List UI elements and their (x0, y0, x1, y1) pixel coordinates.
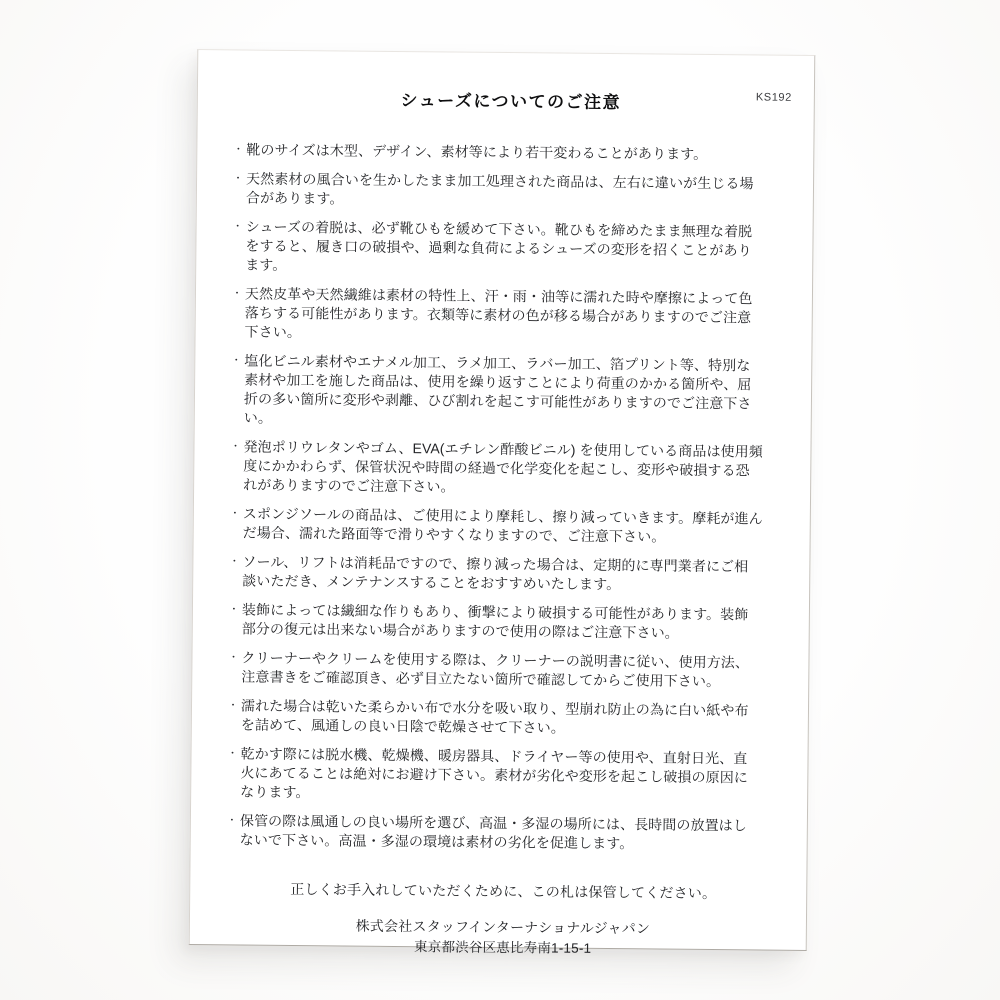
bullet-icon: ・ (228, 604, 240, 616)
notice-text: 装飾によっては繊細な作りもあり、衝撃により破損する可能性があります。装飾部分の復元は出来ない場合がありますので使用の際はご注意下さい。 (241, 601, 749, 641)
bullet-icon: ・ (226, 815, 238, 827)
notice-item (230, 437, 764, 499)
bullet-icon: ・ (231, 288, 243, 300)
bullet-icon: ・ (231, 355, 242, 367)
company-name: 株式会社スタッフインターナショナルジャパン (355, 917, 651, 937)
bullet-icon: ・ (227, 700, 239, 712)
bullet-icon: ・ (233, 144, 244, 156)
notice-list (227, 140, 767, 854)
notice-item (228, 696, 761, 739)
card-title: シューズについてのご注意 (400, 91, 622, 113)
bullet-icon: ・ (229, 556, 240, 568)
notice-item (233, 169, 766, 212)
bullet-icon: ・ (233, 173, 244, 185)
notice-text: ソール、リフトは消耗品ですので、擦り減った場合は、定期的に専門業者にご相談いただき、メンテナンスすることをおすすめいたします。 (242, 553, 749, 593)
notice-text: 塩化ビニル素材やエナメル加工、ラメ加工、ラバー加工、箔プリント等、特別な素材や加工を施した商品は、使用を繰り返すことにより荷重のかかる箇所や、屈折の多い箇所に変形や剥離、ひび割れを起こす可能性がありますのでご注意下さい。 (243, 352, 752, 426)
notice-text: 保管の際は風通しの良い場所を選び、高温・多湿の場所には、長時間の放置はしないで下さい。高温・多湿の環境は素材の劣化を促進します。 (239, 812, 748, 852)
care-card (189, 49, 816, 956)
notice-item (232, 284, 766, 346)
notice-text: スポンジソールの商品は、ご使用により摩耗し、擦り減っていきます。摩耗が進んだ場合、濡れた路面等で滑りやすくなりますので、ご注意下さい。 (242, 505, 763, 545)
notice-text: 発泡ポリウレタンやゴム、EVA(エチレン酢酸ビニル) を使用している商品は使用頻度にかかわらず、保管状況や時間の経過で化学変化を起こし、変形や破損する恐れがありますのでご注意下さい。 (243, 438, 763, 495)
bullet-icon: ・ (229, 508, 241, 520)
notice-item (229, 600, 762, 643)
notice-item (232, 217, 766, 279)
notice-text: 乾かす際には脱水機、乾燥機、暖房器具、ドライヤー等の使用や、直射日光、直火にあてることは絶対にお避け下さい。素材が劣化や変形を起こし破損の原因になります。 (240, 745, 749, 801)
notice-text: シューズの着脱は、必ず靴ひもを緩めて下さい。靴ひもを締めたまま無理な着脱をすると、履き口の破損や、過剰な負荷によるシューズの変形を招くことがあります。 (245, 218, 753, 273)
notice-item (229, 552, 762, 595)
notice-item (228, 648, 761, 691)
company-address: 東京都渋谷区恵比寿南1-15-1 (414, 939, 592, 956)
notice-text: 天然皮革や天然繊維は素材の特性上、汗・雨・油等に濡れた時や摩擦によって色落ちする可能性があります。衣類等に素材の色が移る場合がありますのでご注意下さい。 (244, 285, 753, 341)
product-code: KS192 (755, 91, 792, 104)
notice-text: 濡れた場合は乾いた柔らかい布で水分を吸い取り、型崩れ防止の為に白い紙や布を詰めて、風通しの良い日陰で乾燥させて下さい。 (240, 697, 749, 736)
notice-item (231, 351, 765, 432)
notice-item (227, 811, 760, 854)
notice-text: 靴のサイズは木型、デザイン、素材等により若干変わることがあります。 (246, 141, 708, 162)
bullet-icon: ・ (230, 441, 241, 453)
notice-item (227, 744, 761, 806)
bullet-icon: ・ (227, 748, 238, 760)
bullet-icon: ・ (228, 652, 239, 664)
notice-text: クリーナーやクリームを使用する際は、クリーナーの説明書に従い、使用方法、注意書きをご確認頂き、必ず目立たない箇所で確認してからご使用下さい。 (241, 649, 750, 690)
notice-text: 天然素材の風合いを生かしたまま加工処理された商品は、左右に違いが生じる場合があります。 (245, 170, 754, 207)
notice-item (230, 504, 763, 547)
bullet-icon: ・ (232, 221, 243, 233)
closing-note: 正しくお手入れしていただくために、この札は保管してください。 (290, 880, 717, 902)
notice-item (233, 140, 766, 164)
